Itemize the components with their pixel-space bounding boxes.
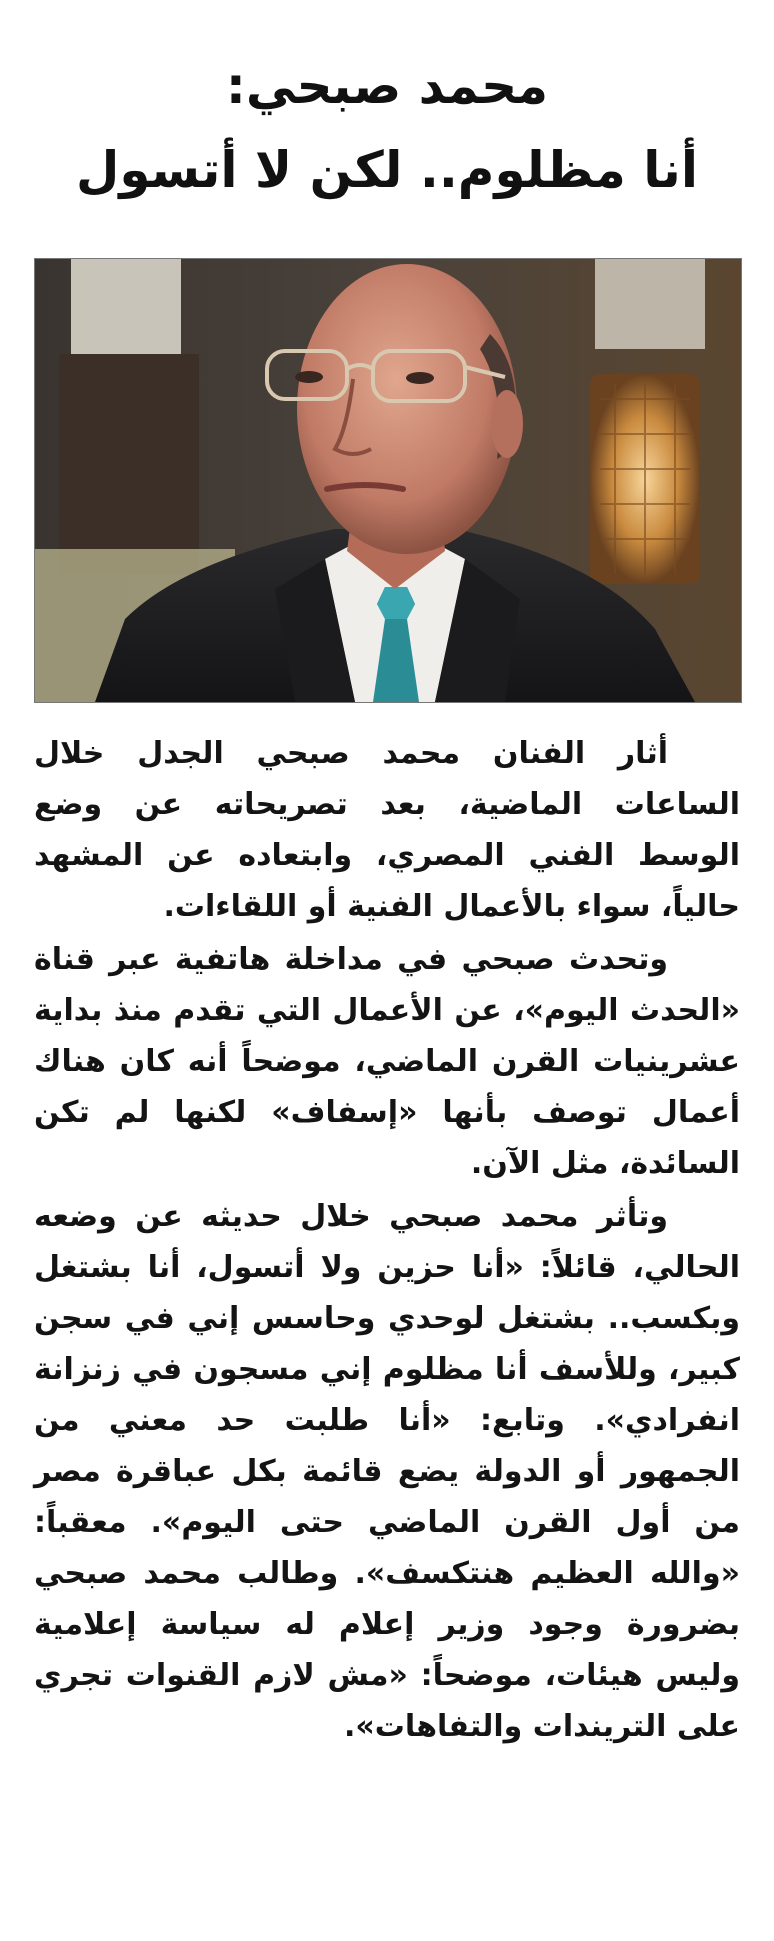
article-paragraph-1: أثار الفنان محمد صبحي الجدل خلال الساعات الماضية، بعد تصريحاته عن وضع الوسط الفني المصري، وابتعاده عن المشهد حالياً، سواء بالأعمال الفنية أو اللقاءات. [34,736,740,924]
article-paragraph-3: وتأثر محمد صبحي خلال حديثه عن وضعه الحالي، قائلاً: «أنا حزين ولا أتسول، أنا بشتغل وبكسب.. بشتغل لوحدي وحاسس إني في سجن كبير، وللأسف أنا مظلوم إني مسجون في زنزانة انفرادي». وتابع: «أنا طلبت حد معني من الجمهور أو الدولة يضع قائمة بكل عباقرة مصر من أول القرن الماضي حتى اليوم». معقباً: «والله العظيم هنتكسف». وطالب محمد صبحي بضرورة وجود وزير إعلام له سياسة إعلامية وليس هيئات، موضحاً: «مش لازم القنوات تجري على التريندات والتفاهات». [34,1199,740,1744]
portrait-photo-icon [35,259,741,702]
article-photo [34,258,742,703]
headline-line-2: أنا مظلوم.. لكن لا أتسول [76,141,698,199]
article-headline [0,44,774,212]
headline-line-1: محمد صبحي: [225,57,549,115]
article-paragraph-2: وتحدث صبحي في مداخلة هاتفية عبر قناة «الحدث اليوم»، عن الأعمال التي تقدم منذ بداية عشرينيات القرن الماضي، موضحاً أنه كان هناك أعمال توصف بأنها «إسفاف» لكنها لم تكن السائدة، مثل الآن. [34,942,740,1181]
article-body [34,728,740,1754]
